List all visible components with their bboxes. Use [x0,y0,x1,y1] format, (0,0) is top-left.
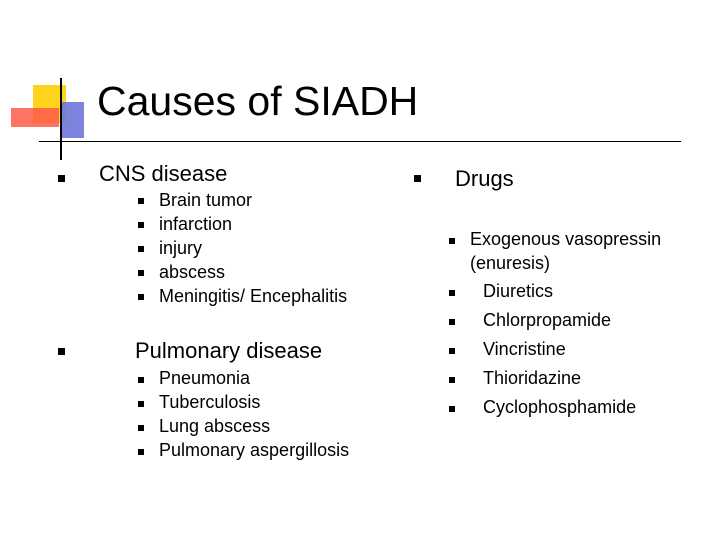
bullet-square-icon [138,294,144,300]
list-item: injury [159,238,203,258]
slide-title: Causes of SIADH [97,78,419,124]
list-item: Lung abscess [159,416,271,436]
bullet-square-icon [449,348,455,354]
title-underline [39,141,681,142]
list-item: Chlorpropamide [483,310,612,330]
list-item: Meningitis/ Encephalitis [159,286,348,306]
section-heading: Pulmonary disease [135,338,323,363]
bullet-square-icon [449,406,455,412]
bullet-square-icon [449,238,455,244]
list-item: Diuretics [483,281,554,301]
bullet-square-icon [138,401,144,407]
list-item: abscess [159,262,226,282]
bullet-square-icon [138,246,144,252]
ornament-vertical-line [60,78,62,160]
list-item: Tuberculosis [159,392,261,412]
bullet-square-icon [449,319,455,325]
list-item: Vincristine [483,339,566,359]
list-item: Pulmonary aspergillosis [159,440,350,460]
bullet-square-icon [449,377,455,383]
bullet-square-icon [449,290,455,296]
list-item: Brain tumor [159,190,253,210]
bullet-square-icon [138,449,144,455]
list-item: Thioridazine [483,368,582,388]
list-item: infarction [159,214,233,234]
section-heading: Drugs [455,166,514,191]
ornament-red-bar [11,108,59,127]
list-item: Exogenous vasopressin [470,229,662,249]
bullet-square-icon [138,425,144,431]
section-heading: CNS disease [99,161,228,186]
list-item: Pneumonia [159,368,251,388]
bullet-square-icon [58,348,65,355]
bullet-square-icon [138,198,144,204]
bullet-square-icon [138,222,144,228]
ornament-blue-bar [62,102,84,138]
bullet-square-icon [138,377,144,383]
list-item-continuation: (enuresis) [470,253,551,273]
list-item: Cyclophosphamide [483,397,637,417]
bullet-square-icon [414,175,421,182]
bullet-square-icon [138,270,144,276]
bullet-square-icon [58,175,65,182]
